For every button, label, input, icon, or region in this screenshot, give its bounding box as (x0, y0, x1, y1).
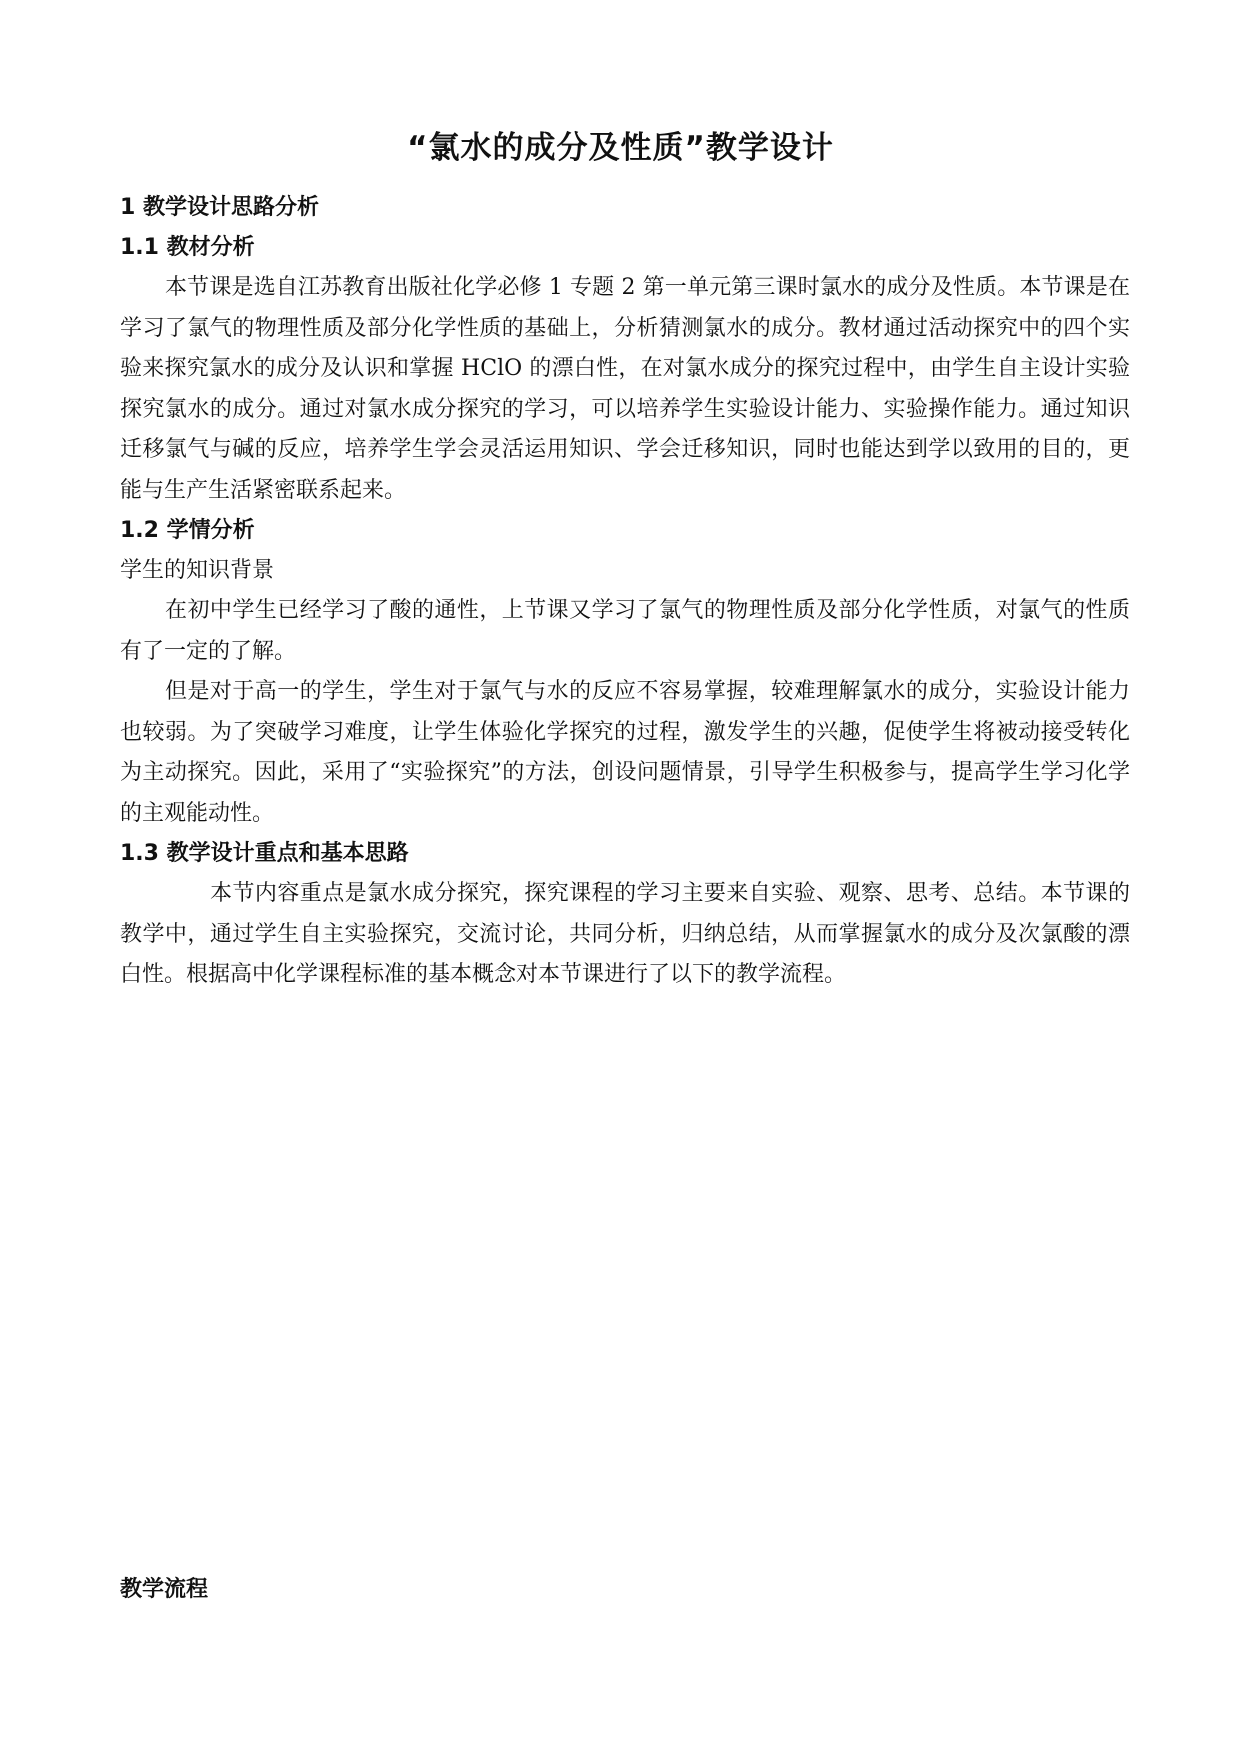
design-focus-paragraph: 本节内容重点是氯水成分探究，探究课程的学习主要来自实验、观察、思考、总结。本节课的教学中，通过学生自主实验探究，交流讨论，共同分析，归纳总结，从而掌握氯水的成分及次氯酸的漂白性。根据高中化学课程标准的基本概念对本节课进行了以下的教学流程。 (120, 881, 1130, 987)
student-background-subheading: 学生的知识背景 (120, 558, 275, 583)
textbook-analysis-paragraph: 本节课是选自江苏教育出版社化学必修 1 专题 2 第一单元第三课时氯水的成分及性质。本节课是在学习了氯气的物理性质及部分化学性质的基础上，分析猜测氯水的成分。教材通过活动探究中的四个实验来探究氯水的成分及认识和掌握 HClO 的漂白性，在对氯水成分的探究过程中，由学生自主设计实验探究氯水的成分。通过对氯水成分探究的学习，可以培养学生实验设计能力、实验操作能力。通过知识迁移氯气与碱的反应，培养学生学会灵活运用知识、学会迁移知识，同时也能达到学以致用的目的，更能与生产生活紧密联系起来。 (120, 275, 1130, 503)
section-1-3-heading: 1.3 教学设计重点和基本思路 (120, 841, 409, 866)
document-body (120, 188, 1130, 996)
section-1-1-heading: 1.1 教材分析 (120, 235, 255, 260)
student-analysis-paragraph-2: 但是对于高一的学生，学生对于氯气与水的反应不容易掌握，较难理解氯水的成分，实验设计能力也较弱。为了突破学习难度，让学生体验化学探究的过程，激发学生的兴趣，促使学生将被动接受转化为主动探究。因此，采用了“实验探究”的方法，创设问题情景，引导学生积极参与，提高学生学习化学的主观能动性。 (120, 679, 1130, 826)
section-1-heading: 1 教学设计思路分析 (120, 195, 319, 220)
student-analysis-paragraph-1: 在初中学生已经学习了酸的通性，上节课又学习了氯气的物理性质及部分化学性质，对氯气的性质有了一定的了解。 (120, 598, 1130, 664)
document-title: “氯水的成分及性质”教学设计 (407, 130, 834, 166)
teaching-flow-heading: 教学流程 (120, 1577, 209, 1602)
section-1-2-heading: 1.2 学情分析 (120, 518, 255, 543)
